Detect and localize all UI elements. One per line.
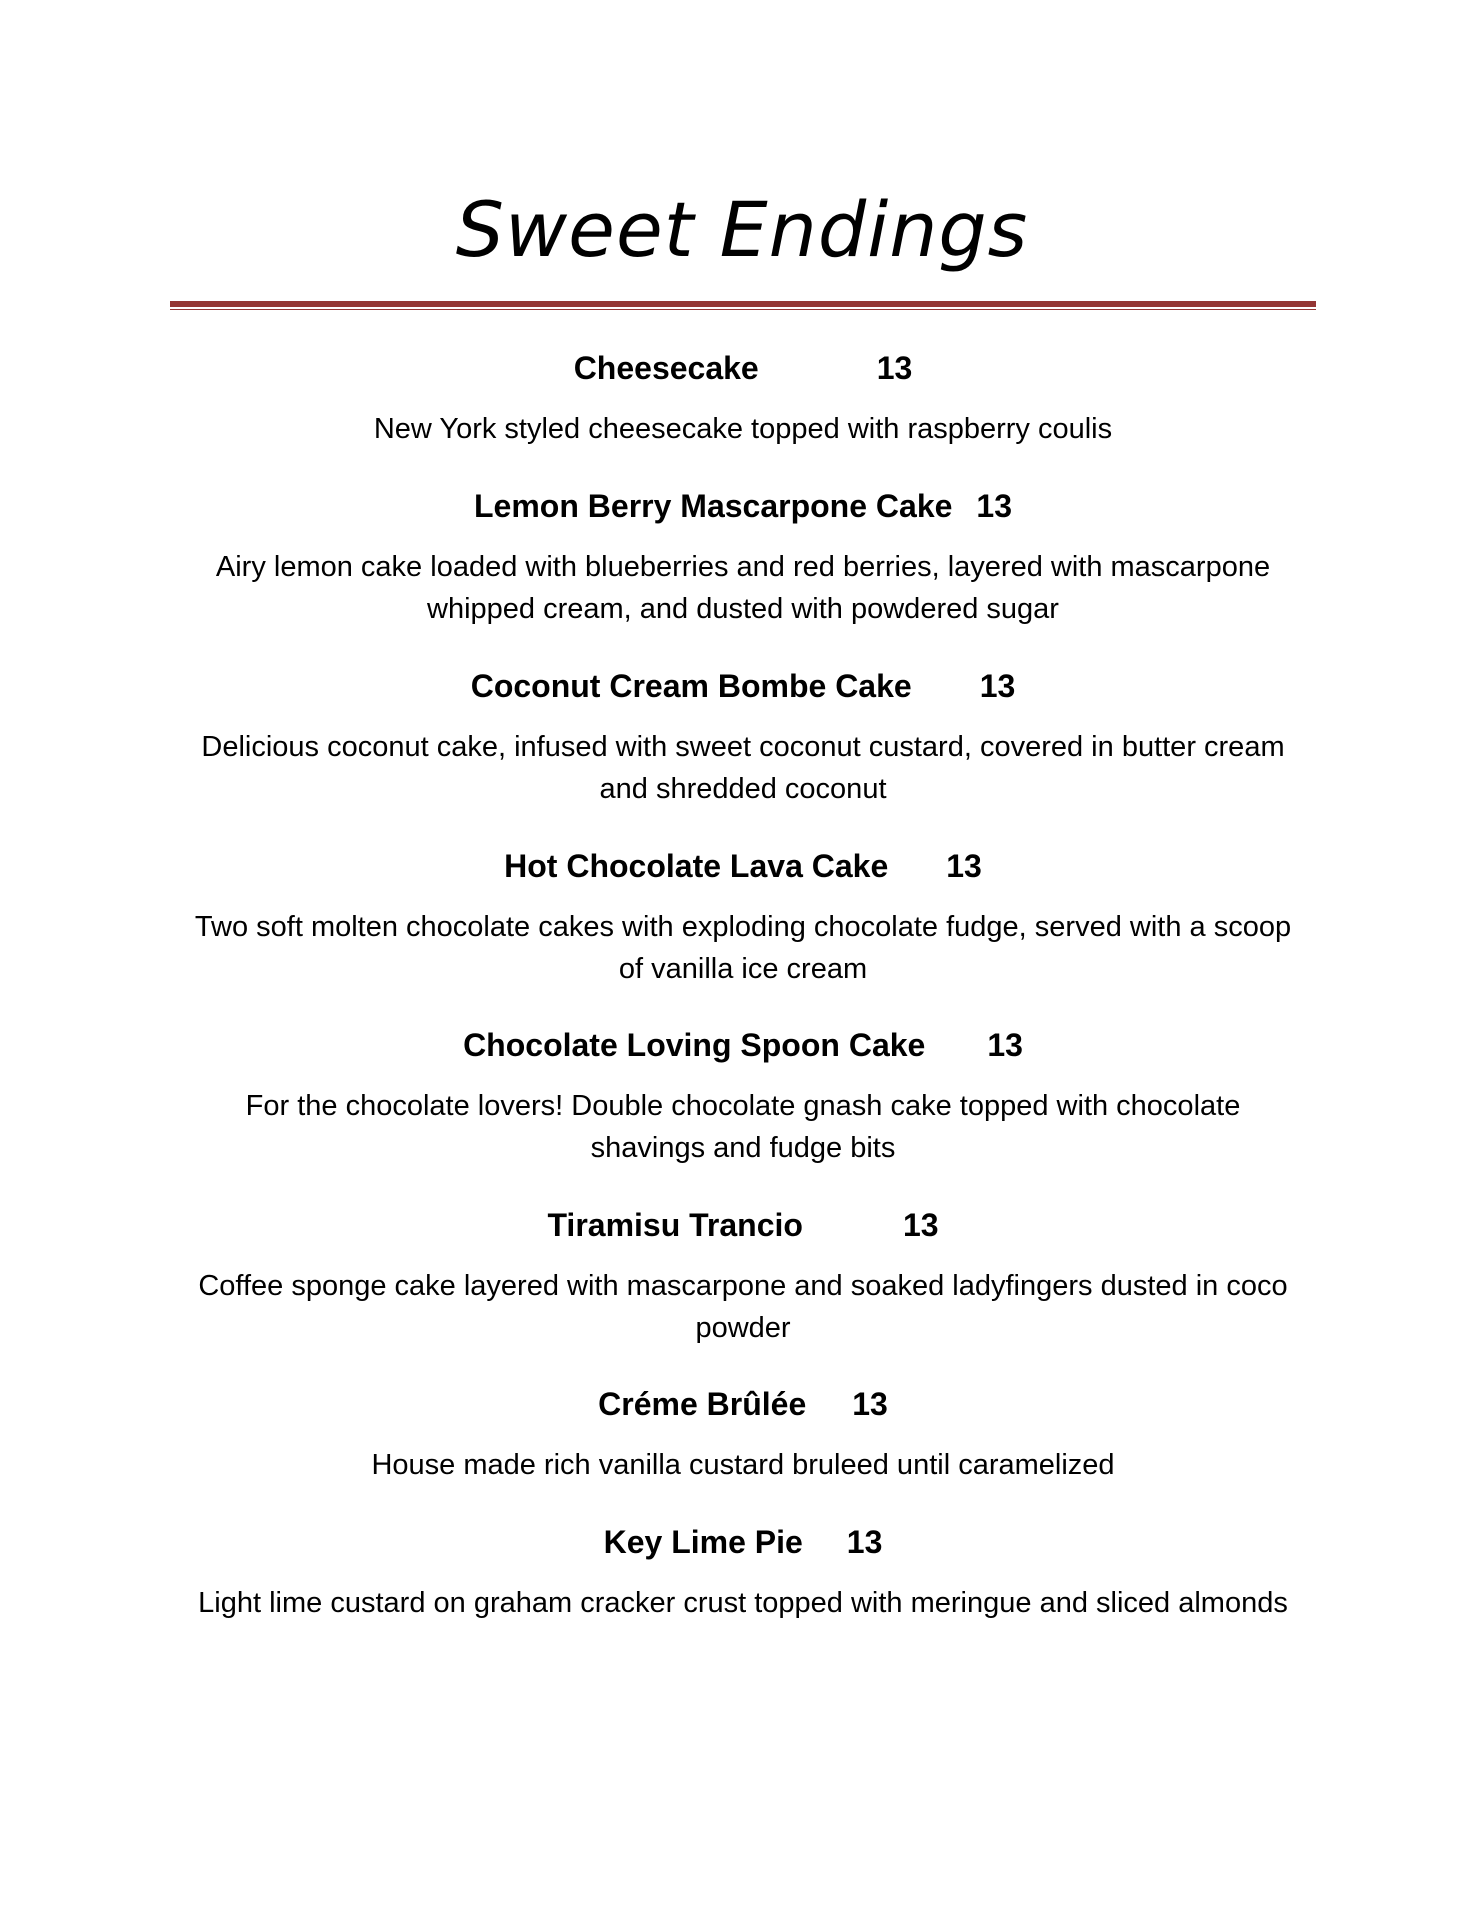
menu-item-creme-brulee xyxy=(170,1376,1316,1486)
menu-item-name: Key Lime Pie xyxy=(603,1524,803,1560)
menu-item-description: Light lime custard on graham cracker crust topped with meringue and sliced almonds xyxy=(198,1587,1288,1619)
menu-item-chocolate-loving-spoon-cake xyxy=(170,1017,1316,1169)
menu-item-name: Créme Brûlée xyxy=(598,1386,807,1422)
menu-item-name: Chocolate Loving Spoon Cake xyxy=(463,1027,926,1063)
menu-item-coconut-cream-bombe-cake xyxy=(170,658,1316,810)
menu-title: Sweet Endings xyxy=(455,185,1029,274)
menu-item-description: Delicious coconut cake, infused with sweet coconut custard, covered in butter cream and shredded coconut xyxy=(201,731,1285,805)
menu-item-description: House made rich vanilla custard bruleed until caramelized xyxy=(371,1449,1115,1481)
menu-item-heading xyxy=(170,838,1316,894)
menu-item-name: Hot Chocolate Lava Cake xyxy=(504,848,889,884)
menu-item-heading xyxy=(170,478,1316,534)
menu-item-cheesecake xyxy=(170,340,1316,450)
menu-item-name: Coconut Cream Bombe Cake xyxy=(470,668,912,704)
menu-item-description: For the chocolate lovers! Double chocolate gnash cake topped with chocolate shavings and fudge bits xyxy=(245,1090,1241,1164)
menu-item-heading xyxy=(170,1017,1316,1073)
menu-item-heading xyxy=(170,1514,1316,1570)
menu-item-price: 13 xyxy=(976,488,1012,524)
menu-item-price: 13 xyxy=(852,1386,888,1422)
menu-item-key-lime-pie xyxy=(170,1514,1316,1624)
menu-item-description: Airy lemon cake loaded with blueberries and red berries, layered with mascarpone whipped cream, and dusted with powdered sugar xyxy=(215,551,1271,625)
menu-item-name: Lemon Berry Mascarpone Cake xyxy=(474,488,953,524)
menu-item-lemon-berry-mascarpone-cake xyxy=(170,478,1316,630)
menu-item-description: Two soft molten chocolate cakes with exploding chocolate fudge, served with a scoop of vanilla ice cream xyxy=(194,911,1292,985)
menu-item-heading xyxy=(170,1376,1316,1432)
menu-item-name: Tiramisu Trancio xyxy=(547,1207,803,1243)
title-divider-thin xyxy=(170,309,1316,310)
menu-item-price: 13 xyxy=(946,848,982,884)
menu-item-price: 13 xyxy=(902,1207,939,1243)
menu-item-description: New York styled cheesecake topped with raspberry coulis xyxy=(373,413,1113,445)
menu-item-price: 13 xyxy=(979,668,1016,704)
menu-item-heading xyxy=(170,658,1316,714)
menu-item-price: 13 xyxy=(846,1524,883,1560)
menu-item-description: Coffee sponge cake layered with mascarpone and soaked ladyfingers dusted in coco powder xyxy=(198,1270,1288,1344)
menu-item-hot-chocolate-lava-cake xyxy=(170,838,1316,990)
menu-item-heading xyxy=(170,340,1316,396)
menu-item-heading xyxy=(170,1197,1316,1253)
menu-item-tiramisu-trancio xyxy=(170,1197,1316,1349)
menu-item-name: Cheesecake xyxy=(573,350,759,386)
menu-item-price: 13 xyxy=(987,1027,1023,1063)
menu-item-price: 13 xyxy=(876,350,913,386)
title-divider xyxy=(170,301,1316,307)
